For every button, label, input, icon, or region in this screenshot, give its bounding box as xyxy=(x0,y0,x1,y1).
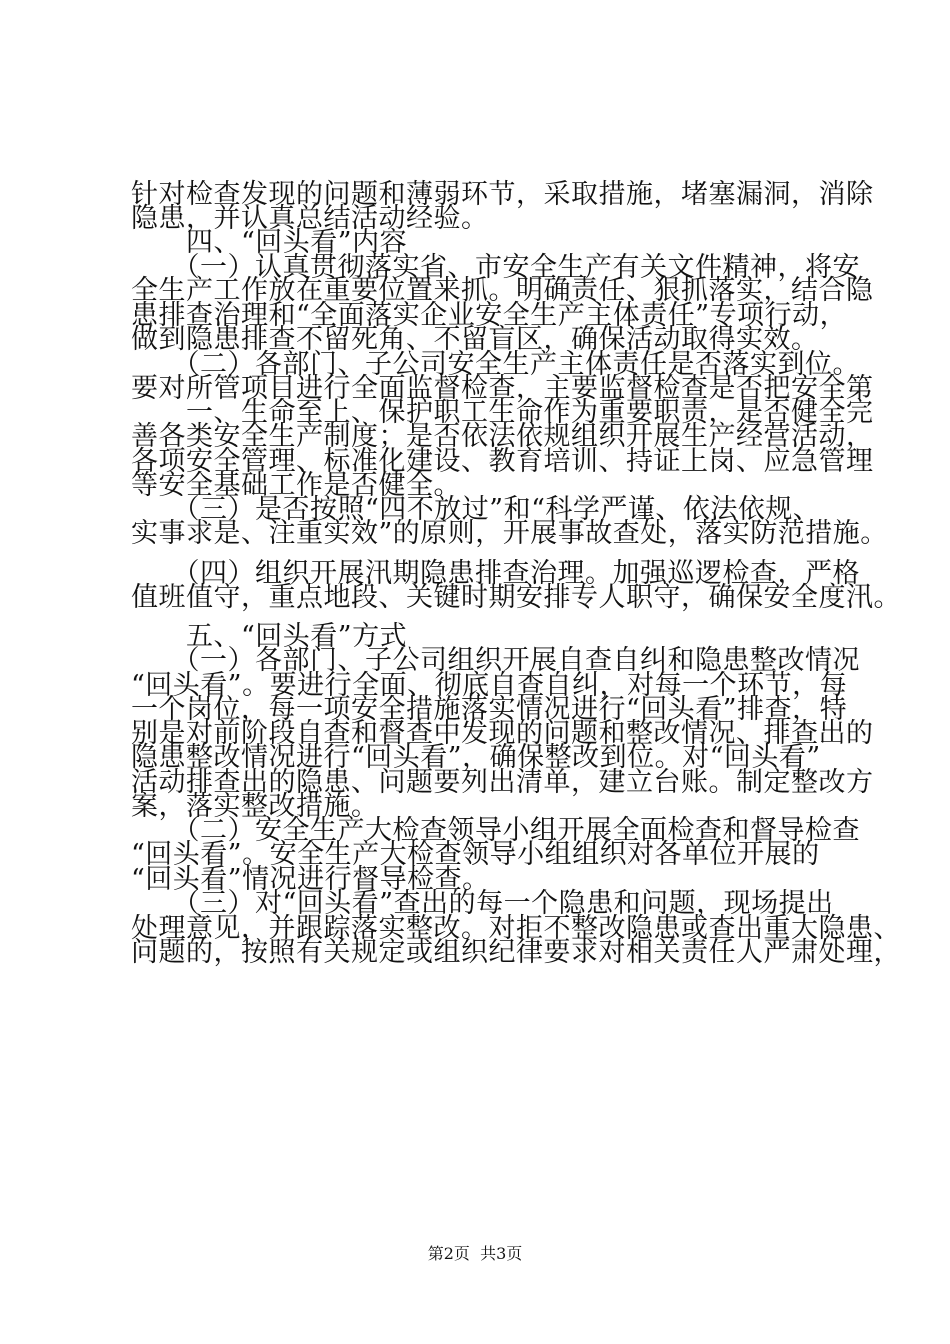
text-line: （二）安全生产大检查领导小组开展全面检查和督导检查 xyxy=(131,815,860,846)
text-line: 全生产工作放在重要位置来抓。明确责任、狠抓落实，结合隐 xyxy=(131,275,874,306)
text-line: （二）各部门、子公司安全生产主体责任是否落实到位。 xyxy=(131,349,860,380)
section-heading: 四、“回头看”内容 xyxy=(131,227,408,258)
text-line: 一个岗位，每一项安全措施落实情况进行“回头看”排查，特 xyxy=(131,694,848,725)
text-line: 问题的，按照有关规定或组织纪律要求对相关责任人严肃处理， xyxy=(131,937,901,968)
text-line: 处理意见，并跟踪落实整改。对拒不整改隐患或查出重大隐患、 xyxy=(131,913,901,944)
text-line: 隐患整改情况进行“回头看”，确保整改到位。对“回头看” xyxy=(131,742,821,773)
text-line: （四）组织开展汛期隐患排查治理。加强巡逻检查，严格 xyxy=(131,558,860,589)
page-number-footer: 第2页 共3页 xyxy=(427,1244,523,1263)
text-line: 针对检查发现的问题和薄弱环节，采取措施，堵塞漏洞，消除 xyxy=(131,179,874,210)
text-line: 案，落实整改措施。 xyxy=(131,791,379,822)
text-line: 实事求是、注重实效”的原则，开展事故查处，落实防范措施。 xyxy=(131,518,888,549)
text-line: （三）对“回头看”查出的每一个隐患和问题，现场提出 xyxy=(131,888,834,919)
text-line: 患排查治理和“全面落实企业安全生产主体责任”专项行动， xyxy=(131,300,848,331)
text-line: 要对所管项目进行全面监督检查，主要监督检查是否把安全第 xyxy=(131,373,874,404)
text-line: 值班值守，重点地段、关键时期安排专人职守，确保安全度汛。 xyxy=(131,582,901,613)
text-line: （一）各部门、子公司组织开展自查自纠和隐患整改情况 xyxy=(131,645,860,676)
text-line: （三）是否按照“四不放过”和“科学严谨、依法依规、 xyxy=(131,494,821,525)
section-heading: 五、“回头看”方式 xyxy=(131,621,408,652)
text-line: 别是对前阶段自查和督查中发现的问题和整改情况、排查出的 xyxy=(131,718,874,749)
text-line: 一、生命至上、保护职工生命作为重要职责，是否健全完 xyxy=(131,397,874,428)
text-line: （一）认真贯彻落实省、市安全生产有关文件精神，将安 xyxy=(131,252,860,283)
text-line: 做到隐患排查不留死角、不留盲区，确保活动取得实效。 xyxy=(131,324,819,355)
text-line: “回头看”情况进行督导检查。 xyxy=(131,864,490,895)
text-line: 善各类安全生产制度；是否依法依规组织开展生产经营活动， xyxy=(131,421,874,452)
text-line: 隐患，并认真总结活动经验。 xyxy=(131,203,489,234)
text-line: 各项安全管理、标准化建设、教育培训、持证上岗、应急管理 xyxy=(131,446,874,477)
text-line: 等安全基础工作是否健全。 xyxy=(131,470,461,501)
text-line: “回头看”。安全生产大检查领导小组组织对各单位开展的 xyxy=(131,839,820,870)
text-line: “回头看”。要进行全面、彻底自查自纠，对每一个环节，每 xyxy=(131,670,848,701)
text-line: 活动排查出的隐患、问题要列出清单，建立台账。制定整改方 xyxy=(131,767,874,798)
